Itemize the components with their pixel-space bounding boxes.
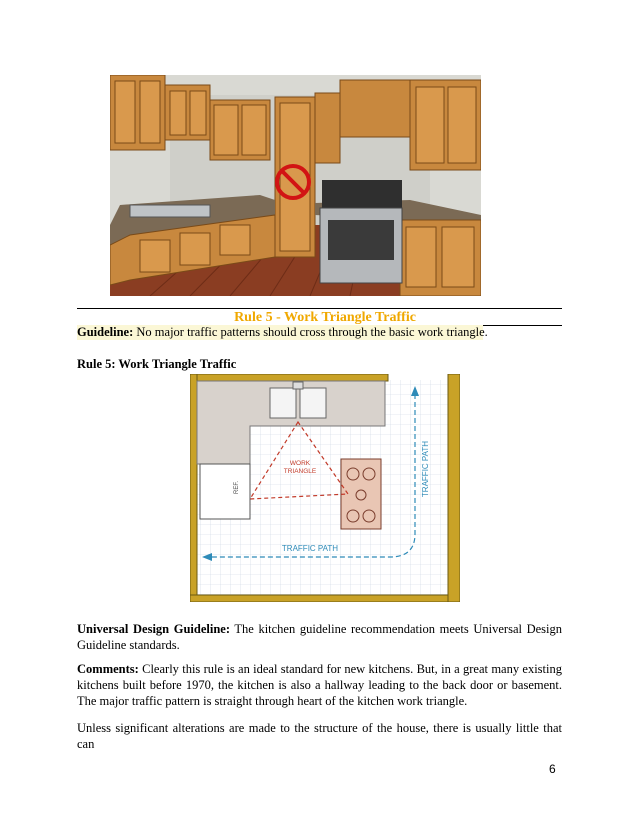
work-triangle-floorplan [190, 374, 460, 602]
traffic-path-bottom-label: TRAFFIC PATH [281, 544, 339, 553]
ref-label: REF. [234, 480, 240, 494]
universal-design-text: The kitchen guideline recommendation meets Universal Design Guideline standards. [77, 622, 562, 652]
rule-subheading: Rule 5: Work Triangle Traffic [77, 357, 237, 371]
work-label-2: TRIANGLE [283, 468, 317, 475]
traffic-path-side-label: TRAFFIC PATH [421, 440, 430, 498]
guideline-label: Guideline: [77, 325, 134, 339]
section-title: Rule 5 - Work Triangle Traffic [234, 310, 416, 325]
closing-paragraph: Unless significant alterations are made to the structure of the house, there is usually little that can [77, 721, 562, 751]
guideline-line [77, 325, 488, 340]
work-label-1: WORK [289, 460, 311, 467]
comments-label: Comments: [77, 662, 139, 676]
comments-paragraph [77, 661, 562, 709]
universal-design-paragraph [77, 621, 562, 653]
guideline-text: No major traffic patterns should cross through the basic work triangle. [136, 325, 488, 339]
title-rule-top [77, 308, 562, 309]
page-number: 6 [549, 762, 556, 776]
kitchen-illustration [110, 75, 481, 296]
comments-text: Clearly this rule is an ideal standard for new kitchens. But, in a great many existing kitchens built before 1970, the kitchen is also a hallway leading to the back door or basement. The major traffic pattern is straight through heart of the kitchen work triangle. [77, 662, 562, 708]
universal-design-label: Universal Design Guideline: [77, 622, 230, 636]
